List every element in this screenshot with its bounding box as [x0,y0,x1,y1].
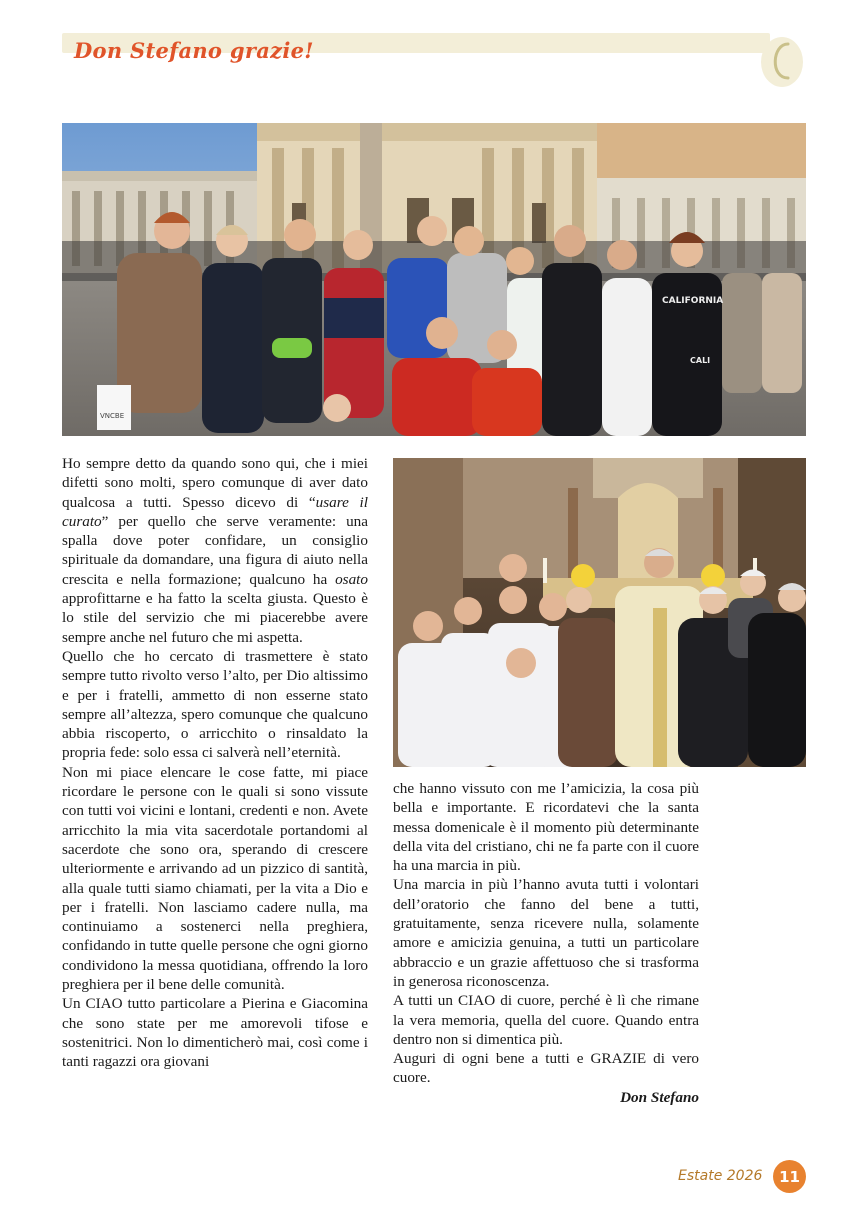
signature: Don Stefano [620,1088,699,1106]
text-run: Quello che ho cercato di trasmettere è stato sempre tutto rivolto verso l’alto, per Dio altissimo e per i fratelli, ammetto di non esserne stato sempre all’altezza, spero comunque che qualcuno abbia riscoperto, o arricchito o rinsaldato la propria fede: solo essa ci salverà nell’eternità. [62,647,368,762]
text-run: ” per quello che serve veramente: una spalla dove poter confidare, un consiglio spirituale da domandare, una figura di aiuto nella crescita e nella formazione; qualcuno ha [62,512,368,588]
text-run: Non mi piace elencare le cose fatte, mi piace ricordare le persone con le quali si sono vissute con tutti voi vicini e lontani, credenti e non. Avete arricchito la mia vita sacerdotale portandomi al sacerdote che sono ora, sperando di crescere ulteriormente e arrivando ad un pizzico di santità, alla quale tutti siamo chiamati, per la vita a Dio e per i fratelli. Non lasciamo cadere nulla, ma continuiamo a sostenerci nella preghiera, confidando in tutte quelle persone che ogni giorno condividono la messa quotidiana, offrendo la loro preghiera per il bene delle comunità. [62,763,368,994]
text-run: A tutti un CIAO di cuore, perché è lì che rimane la vera memoria, quella del cuore. Quando entra dentro non si dimentica più. [393,992,699,1048]
emphasis-text: usare il curato [62,493,368,530]
left-paragraph [62,763,368,995]
text-run: che hanno vissuto con me l’amicizia, la cosa più bella e importante. E ricordatevi che la santa messa domenicale è il momento più determinante della vita del cristiano, chi ne fa parte con il cuore ha una marcia in più. [393,780,699,875]
left-paragraph [62,647,368,763]
article-column-right [393,779,699,1107]
right-paragraph [393,1049,699,1088]
right-paragraph [393,779,699,875]
left-paragraph [62,994,368,1071]
text-run: approfittarne e ha fatto la scelta giusta. Questo è lo stile del servizio che mi piacerebbe avere sempre anche nel futuro che mi aspetta. [62,590,368,646]
header-ornament [758,32,804,88]
shirt-label-cali: CALI [690,356,711,365]
left-paragraph [62,454,368,647]
issue-label: Estate 2026 [678,1168,763,1184]
bag-label: VNCBE [100,412,125,420]
page-title: Don Stefano grazie! [74,38,314,63]
group-photo-st-peters-square [62,123,806,436]
page-number-badge: 11 [773,1160,806,1193]
text-run: Un CIAO tutto particolare a Pierina e Giacomina che sono state per me amorevoli tifose e sostenitrici. Non lo dimenticherò mai, così come i tanti ragazzi ora giovani [62,995,368,1071]
text-run: Una marcia in più l’hanno avuta tutti i volontari dell’oratorio che fanno del bene a tutti, gratuitamente, senza ricevere nulla, solamente amore e amicizia genuina, a tutti un particolare abbraccio e un grazie affettuoso che si trasforma in generosa riconoscenza. [393,876,699,990]
right-paragraph [393,875,699,991]
text-run: Auguri di ogni bene a tutti e GRAZIE di vero cuore. [393,1050,699,1087]
article-column-left [62,454,368,1072]
emphasis-text: osato [335,570,368,588]
right-paragraph [393,991,699,1049]
shirt-label-california: CALIFORNIA [662,296,724,306]
text-run: Ho sempre detto da quando sono qui, che i miei difetti sono molti, spero comunque di aver dato qualcosa a tutti. Spesso dicevo di “ [62,455,368,511]
church-altar-servers-photo [393,458,806,767]
